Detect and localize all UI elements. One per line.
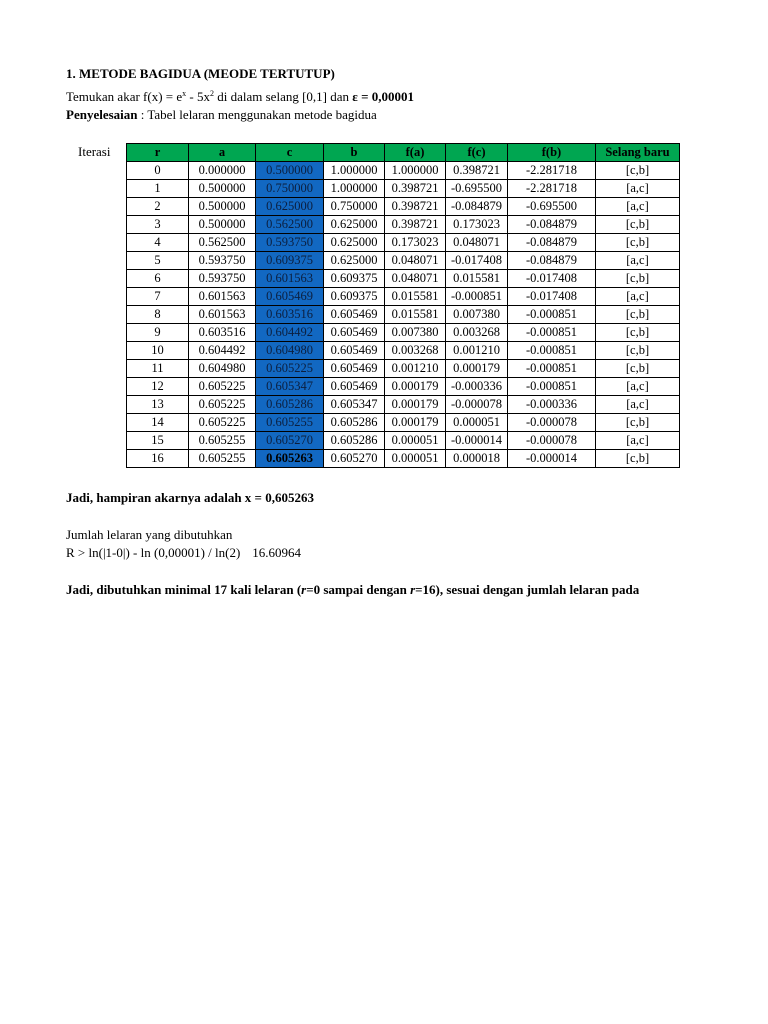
formula-text: R > ln(|1-0|) - ln (0,00001) / ln(2): [66, 545, 241, 560]
cell-fc: -0.000336: [446, 378, 508, 396]
header-r: r: [127, 144, 189, 162]
cell-selang-baru: [c,b]: [596, 360, 680, 378]
final-part3: =16), sesuai dengan jumlah lelaran pada: [415, 582, 640, 597]
cell-b: 0.625000: [324, 234, 385, 252]
table-body: [127, 162, 680, 468]
cell-selang-baru: [c,b]: [596, 324, 680, 342]
cell-fc: 0.001210: [446, 342, 508, 360]
cell-r: 5: [127, 252, 189, 270]
cell-fc: -0.000014: [446, 432, 508, 450]
cell-fb: -0.000851: [508, 306, 596, 324]
cell-fc: 0.015581: [446, 270, 508, 288]
cell-b: 0.605286: [324, 432, 385, 450]
cell-fc: -0.017408: [446, 252, 508, 270]
problem-statement: [66, 89, 414, 105]
cell-c: 0.604492: [256, 324, 324, 342]
table-row: [127, 324, 680, 342]
cell-fa: 0.000051: [385, 450, 446, 468]
formula-line: [66, 545, 301, 561]
cell-fb: -0.000078: [508, 432, 596, 450]
cell-fa: 0.173023: [385, 234, 446, 252]
root-conclusion: Jadi, hampiran akarnya adalah x = 0,605263: [66, 490, 314, 505]
table-row: [127, 180, 680, 198]
cell-fc: 0.000179: [446, 360, 508, 378]
cell-fc: 0.007380: [446, 306, 508, 324]
cell-c: 0.605347: [256, 378, 324, 396]
cell-c: 0.601563: [256, 270, 324, 288]
cell-fc: 0.000018: [446, 450, 508, 468]
cell-c: 0.605286: [256, 396, 324, 414]
cell-fb: -0.017408: [508, 270, 596, 288]
cell-selang-baru: [a,c]: [596, 432, 680, 450]
table-row: [127, 216, 680, 234]
cell-fb: -0.000078: [508, 414, 596, 432]
cell-fa: 0.398721: [385, 198, 446, 216]
cell-r: 11: [127, 360, 189, 378]
cell-c: 0.625000: [256, 198, 324, 216]
cell-b: 0.605469: [324, 378, 385, 396]
cell-fa: 0.015581: [385, 306, 446, 324]
cell-r: 9: [127, 324, 189, 342]
cell-a: 0.605225: [189, 378, 256, 396]
cell-fc: 0.048071: [446, 234, 508, 252]
problem-exponent-2: 2: [210, 89, 214, 98]
final-part1: Jadi, dibutuhkan minimal 17 kali lelaran (: [66, 582, 302, 597]
cell-r: 13: [127, 396, 189, 414]
cell-c: 0.593750: [256, 234, 324, 252]
table-row: [127, 252, 680, 270]
cell-selang-baru: [a,c]: [596, 198, 680, 216]
cell-a: 0.603516: [189, 324, 256, 342]
cell-fb: -0.000851: [508, 360, 596, 378]
cell-fa: 0.000179: [385, 396, 446, 414]
cell-c: 0.609375: [256, 252, 324, 270]
iterasi-label: Iterasi: [78, 144, 111, 159]
final-r2: r: [410, 582, 416, 597]
solution-label: Penyelesaian: [66, 107, 138, 122]
final-r1: r: [301, 582, 307, 597]
problem-prefix: Temukan akar f(x) = e: [66, 89, 183, 104]
cell-a: 0.593750: [189, 270, 256, 288]
header-fc: f(c): [446, 144, 508, 162]
table-row: [127, 306, 680, 324]
cell-fa: 0.015581: [385, 288, 446, 306]
table-row: [127, 396, 680, 414]
cell-fc: -0.084879: [446, 198, 508, 216]
cell-fa: 0.003268: [385, 342, 446, 360]
table-row: [127, 288, 680, 306]
header-b: b: [324, 144, 385, 162]
cell-a: 0.562500: [189, 234, 256, 252]
cell-c: 0.605263: [256, 450, 324, 468]
cell-fb: -0.000851: [508, 342, 596, 360]
cell-r: 6: [127, 270, 189, 288]
cell-fa: 0.398721: [385, 216, 446, 234]
cell-fc: -0.695500: [446, 180, 508, 198]
cell-selang-baru: [c,b]: [596, 414, 680, 432]
cell-fb: -0.084879: [508, 234, 596, 252]
bisection-table: [126, 143, 680, 468]
cell-fc: 0.398721: [446, 162, 508, 180]
cell-b: 0.605286: [324, 414, 385, 432]
cell-a: 0.000000: [189, 162, 256, 180]
iterations-label: Jumlah lelaran yang dibutuhkan: [66, 527, 233, 542]
cell-fb: -0.000336: [508, 396, 596, 414]
cell-c: 0.750000: [256, 180, 324, 198]
table-row: [127, 270, 680, 288]
cell-r: 14: [127, 414, 189, 432]
cell-fa: 0.007380: [385, 324, 446, 342]
cell-selang-baru: [a,c]: [596, 396, 680, 414]
table-row: [127, 432, 680, 450]
table-row: [127, 450, 680, 468]
header-a: a: [189, 144, 256, 162]
cell-c: 0.604980: [256, 342, 324, 360]
cell-a: 0.601563: [189, 288, 256, 306]
cell-fb: -0.000851: [508, 378, 596, 396]
cell-fa: 0.398721: [385, 180, 446, 198]
cell-fb: -0.695500: [508, 198, 596, 216]
section-heading: 1. METODE BAGIDUA (MEODE TERTUTUP): [66, 66, 335, 81]
cell-selang-baru: [c,b]: [596, 234, 680, 252]
cell-selang-baru: [c,b]: [596, 450, 680, 468]
cell-selang-baru: [a,c]: [596, 252, 680, 270]
cell-c: 0.603516: [256, 306, 324, 324]
table-row: [127, 162, 680, 180]
cell-a: 0.605225: [189, 396, 256, 414]
formula-value: 16.60964: [252, 545, 302, 560]
problem-mid: - 5x: [186, 89, 210, 104]
cell-r: 12: [127, 378, 189, 396]
cell-a: 0.604980: [189, 360, 256, 378]
header-c: c: [256, 144, 324, 162]
cell-r: 3: [127, 216, 189, 234]
cell-r: 7: [127, 288, 189, 306]
cell-b: 0.605469: [324, 324, 385, 342]
cell-b: 0.605469: [324, 360, 385, 378]
cell-b: 0.605270: [324, 450, 385, 468]
problem-epsilon: ε = 0,00001: [352, 89, 414, 104]
cell-r: 16: [127, 450, 189, 468]
cell-b: 0.750000: [324, 198, 385, 216]
cell-fb: -0.000014: [508, 450, 596, 468]
cell-c: 0.500000: [256, 162, 324, 180]
cell-selang-baru: [c,b]: [596, 306, 680, 324]
cell-a: 0.605225: [189, 414, 256, 432]
cell-fb: -0.084879: [508, 252, 596, 270]
cell-b: 0.605469: [324, 342, 385, 360]
header-fb: f(b): [508, 144, 596, 162]
cell-selang-baru: [c,b]: [596, 216, 680, 234]
table-row: [127, 378, 680, 396]
cell-fa: 0.048071: [385, 252, 446, 270]
problem-suffix: di dalam selang [0,1] dan: [214, 89, 353, 104]
cell-a: 0.500000: [189, 198, 256, 216]
cell-a: 0.500000: [189, 180, 256, 198]
cell-r: 15: [127, 432, 189, 450]
cell-selang-baru: [c,b]: [596, 162, 680, 180]
table-header-row: [127, 144, 680, 162]
cell-fc: 0.173023: [446, 216, 508, 234]
cell-fa: 0.001210: [385, 360, 446, 378]
cell-fa: 0.000179: [385, 378, 446, 396]
final-part2: =0 sampai dengan: [306, 582, 411, 597]
cell-fc: -0.000851: [446, 288, 508, 306]
cell-b: 0.625000: [324, 252, 385, 270]
cell-c: 0.605225: [256, 360, 324, 378]
cell-b: 0.605469: [324, 306, 385, 324]
header-fa: f(a): [385, 144, 446, 162]
solution-line: [66, 107, 377, 123]
cell-fb: -2.281718: [508, 162, 596, 180]
table-row: [127, 342, 680, 360]
cell-c: 0.605270: [256, 432, 324, 450]
cell-a: 0.605255: [189, 450, 256, 468]
cell-c: 0.605255: [256, 414, 324, 432]
problem-exponent-x: x: [182, 89, 187, 98]
cell-fa: 1.000000: [385, 162, 446, 180]
table-row: [127, 198, 680, 216]
cell-fc: 0.003268: [446, 324, 508, 342]
cell-selang-baru: [c,b]: [596, 342, 680, 360]
cell-b: 1.000000: [324, 180, 385, 198]
cell-selang-baru: [a,c]: [596, 378, 680, 396]
cell-r: 2: [127, 198, 189, 216]
cell-b: 0.609375: [324, 288, 385, 306]
cell-c: 0.562500: [256, 216, 324, 234]
cell-a: 0.500000: [189, 216, 256, 234]
cell-fb: -0.000851: [508, 324, 596, 342]
cell-a: 0.605255: [189, 432, 256, 450]
table-row: [127, 360, 680, 378]
cell-r: 1: [127, 180, 189, 198]
cell-selang-baru: [a,c]: [596, 288, 680, 306]
solution-text: : Tabel lelaran menggunakan metode bagidua: [137, 107, 377, 122]
cell-selang-baru: [a,c]: [596, 180, 680, 198]
cell-a: 0.601563: [189, 306, 256, 324]
cell-r: 4: [127, 234, 189, 252]
cell-fb: -0.084879: [508, 216, 596, 234]
cell-fb: -2.281718: [508, 180, 596, 198]
cell-fc: 0.000051: [446, 414, 508, 432]
cell-fb: -0.017408: [508, 288, 596, 306]
cell-b: 0.605347: [324, 396, 385, 414]
cell-a: 0.604492: [189, 342, 256, 360]
final-conclusion: [66, 582, 688, 598]
cell-b: 1.000000: [324, 162, 385, 180]
cell-fc: -0.000078: [446, 396, 508, 414]
cell-c: 0.605469: [256, 288, 324, 306]
cell-fa: 0.048071: [385, 270, 446, 288]
cell-fa: 0.000179: [385, 414, 446, 432]
cell-b: 0.625000: [324, 216, 385, 234]
cell-a: 0.593750: [189, 252, 256, 270]
table-row: [127, 414, 680, 432]
header-selang-baru: Selang baru: [596, 144, 680, 162]
cell-fa: 0.000051: [385, 432, 446, 450]
cell-selang-baru: [c,b]: [596, 270, 680, 288]
cell-b: 0.609375: [324, 270, 385, 288]
cell-r: 8: [127, 306, 189, 324]
table-row: [127, 234, 680, 252]
cell-r: 10: [127, 342, 189, 360]
cell-r: 0: [127, 162, 189, 180]
